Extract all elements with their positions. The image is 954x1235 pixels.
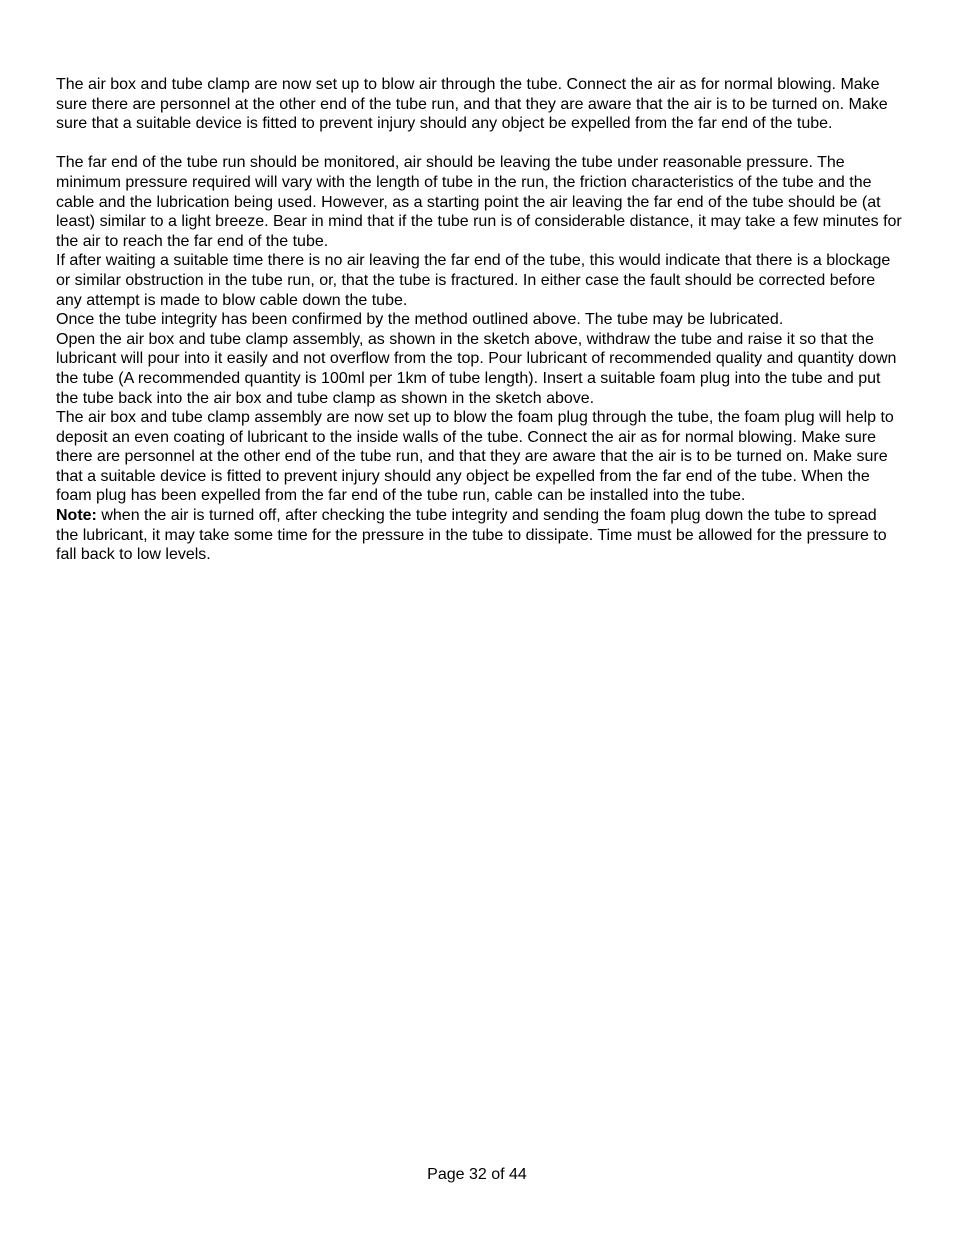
paragraph-foam-plug: The air box and tube clamp assembly are now set up to blow the foam plug through the tube, the foam plug will help to deposit an even coating of lubricant to the inside walls of the tube. Connect the air as for normal blowing. Make sure there are personnel at the other end of the tube run, and that they are aware that the air is to be turned on. Make sure that a suitable device is fitted to prevent injury should any object be expelled from the far end of the tube. When the foam plug has been expelled from the far end of the tube run, cable can be installed into the tube.	[56, 409, 894, 505]
note-paragraph	[56, 506, 902, 565]
paragraph-lubrication: Open the air box and tube clamp assembly, as shown in the sketch above, withdraw the tube and raise it so that the lubricant will pour into it easily and not overflow from the top. Pour lubricant of recommended quality and quantity down the tube (A recommended quantity is 100ml per 1km of tube length). Insert a suitable foam plug into the tube and put the tube back into the air box and tube clamp as shown in the sketch above.	[56, 330, 897, 407]
paragraph-monitoring: The far end of the tube run should be monitored, air should be leaving the tube under reasonable pressure. The minimum pressure required will vary with the length of tube in the run, the friction characteristics of the tube and the cable and the lubrication being used. However, as a starting point the air leaving the far end of the tube should be (at least) similar to a light breeze. Bear in mind that if the tube run is of considerable distance, it may take a few minutes for the air to reach the far end of the tube.	[56, 154, 902, 250]
note-text: when the air is turned off, after checking the tube integrity and sending the foam plug down the tube to spread the lubricant, it may take some time for the pressure in the tube to dissipate. Time must be allowed for the pressure to fall back to low levels.	[56, 507, 887, 564]
paragraph-spacer	[56, 134, 902, 154]
page-number: Page 32 of 44	[427, 1166, 527, 1183]
document-body	[56, 75, 902, 565]
note-label: Note:	[56, 507, 97, 525]
paragraph-air-setup: The air box and tube clamp are now set up to blow air through the tube. Connect the air as for normal blowing. Make sure there are personnel at the other end of the tube run, and that they are aware that the air is to be turned on. Make sure that a suitable device is fitted to prevent injury should any object be expelled from the far end of the tube.	[56, 76, 888, 133]
paragraph-blockage: If after waiting a suitable time there is no air leaving the far end of the tube, this would indicate that there is a blockage or similar obstruction in the tube run, or, that the tube is fractured. In either case the fault should be corrected before any attempt is made to blow cable down the tube.	[56, 252, 891, 309]
paragraph-integrity-confirmed: Once the tube integrity has been confirmed by the method outlined above. The tube may be lubricated.	[56, 311, 784, 329]
